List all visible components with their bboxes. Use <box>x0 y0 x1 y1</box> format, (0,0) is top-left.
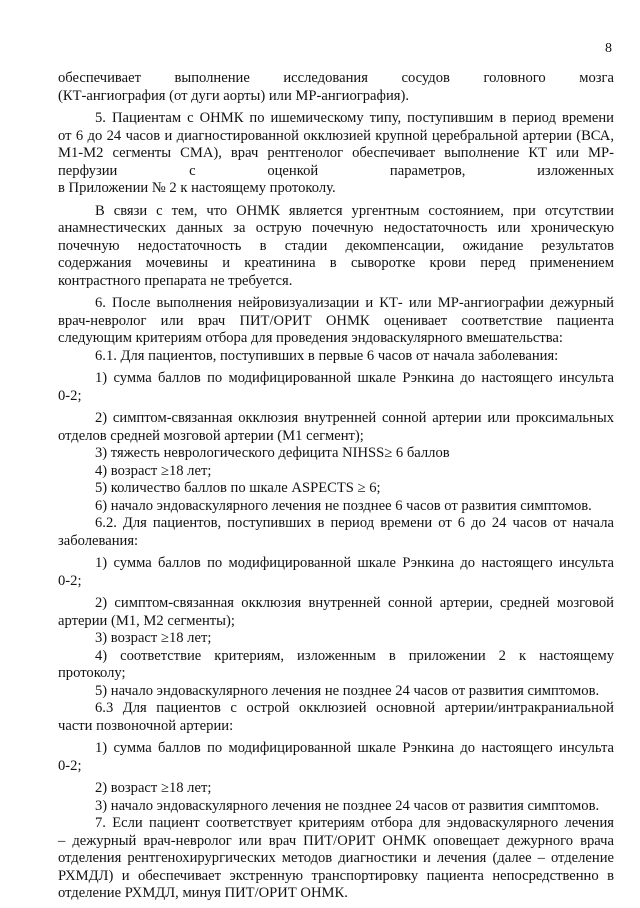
text-line: отделения рентгенохирургических методов диагностики и лечения (далее – отделение <box>58 850 614 866</box>
text-line: анамнестических данных за острую почечную недостаточность или хроническую <box>58 220 614 236</box>
text-line: (КТ-ангиография (от дуги аорты) или МР-ангиография). <box>58 87 409 104</box>
section-heading: 6.2. Для пациентов, поступивших в период времени от 6 до 24 часов от начала <box>95 515 614 531</box>
text-line: обеспечивает выполнение исследования сосудов головного мозга <box>58 70 614 86</box>
list-item: 3) начало эндоваскулярного лечения не позднее 24 часов от развития симптомов. <box>95 797 600 814</box>
text-line: – дежурный врач-невролог или врач ПИТ/ОРИТ ОНМК оповещает дежурного врача <box>58 832 614 849</box>
list-item: артерии (M1, M2 сегменты); <box>58 612 235 629</box>
list-item: 5) начало эндоваскулярного лечения не позднее 24 часов от развития симптомов. <box>95 682 600 699</box>
section-heading: 6.3 Для пациентов с острой окклюзией основной артерии/интракраниальной <box>95 700 614 716</box>
list-item: 3) тяжесть неврологического дефицита NIHSS≥ 6 баллов <box>95 445 450 461</box>
text-line: контрастного препарата не требуется. <box>58 272 293 289</box>
list-item: 0-2; <box>58 572 82 589</box>
list-item: 1) сумма баллов по модифицированной шкале Рэнкина до настоящего инсульта <box>95 555 614 571</box>
list-item: 6) начало эндоваскулярного лечения не позднее 6 часов от развития симптомов. <box>95 497 592 514</box>
list-item: 4) соответствие критериям, изложенным в приложении 2 к настоящему <box>95 647 614 664</box>
list-item: 2) симптом-связанная окклюзия внутренней сонной артерии или проксимальных <box>95 410 614 426</box>
text-line: 6. После выполнения нейровизуализации и КТ- или МР-ангиографии дежурный <box>95 295 614 311</box>
section-heading: 6.1. Для пациентов, поступивших в первые 6 часов от начала заболевания: <box>95 347 559 364</box>
list-item: 3) возраст ≥18 лет; <box>95 630 212 646</box>
list-item: 1) сумма баллов по модифицированной шкале Рэнкина до настоящего инсульта <box>95 740 614 756</box>
text-line: перфузии с оценкой параметров, изложенных <box>58 162 614 179</box>
list-item: 0-2; <box>58 757 82 774</box>
text-line: отделение РХМДЛ, минуя ПИТ/ОРИТ ОНМК. <box>58 885 348 901</box>
list-item: 0-2; <box>58 387 82 404</box>
list-item: отделов средней мозговой артерии (M1 сегмент); <box>58 427 364 444</box>
text-line: от 6 до 24 часов и диагностированной окклюзией крупной церебральной артерии (ВСА, <box>58 127 614 144</box>
text-line: 7. Если пациент соответствует критериям отбора для эндоваскулярного лечения <box>95 815 614 831</box>
list-item: протоколу; <box>58 665 126 681</box>
list-item: 4) возраст ≥18 лет; <box>95 462 212 479</box>
page-number: 8 <box>605 41 612 56</box>
section-heading: части позвоночной артерии: <box>58 717 234 734</box>
text-line: следующим критериям отбора для проведения эндоваскулярного вмешательства: <box>58 330 563 346</box>
list-item: 2) симптом-связанная окклюзия внутренней сонной артерии, средней мозговой <box>95 595 614 611</box>
section-heading: заболевания: <box>58 532 139 549</box>
text-line: М1-М2 сегменты СМА), врач рентгенолог обеспечивает выполнение КТ или МР- <box>58 145 614 161</box>
list-item: 1) сумма баллов по модифицированной шкале Рэнкина до настоящего инсульта <box>95 370 614 386</box>
text-line: 5. Пациентам с ОНМК по ишемическому типу, поступившим в период времени <box>95 110 614 126</box>
text-line: РХМДЛ) и обеспечивает экстренную транспортировку пациента непосредственно в <box>58 867 614 884</box>
document-body <box>58 70 614 903</box>
text-line: содержания мочевины и креатинина в сыворотке крови перед применением <box>58 255 614 271</box>
text-line: в Приложении № 2 к настоящему протоколу. <box>58 180 336 196</box>
text-line: врач-невролог или врач ПИТ/ОРИТ ОНМК оценивает соответствие пациента <box>58 312 614 329</box>
list-item: 2) возраст ≥18 лет; <box>95 780 212 796</box>
text-line: В связи с тем, что ОНМК является ургентным состоянием, при отсутствии <box>95 202 614 219</box>
list-item: 5) количество баллов по шкале ASPECTS ≥ 6; <box>95 480 381 496</box>
text-line: почечную недостаточность в стадии декомпенсации, ожидание результатов <box>58 237 614 254</box>
